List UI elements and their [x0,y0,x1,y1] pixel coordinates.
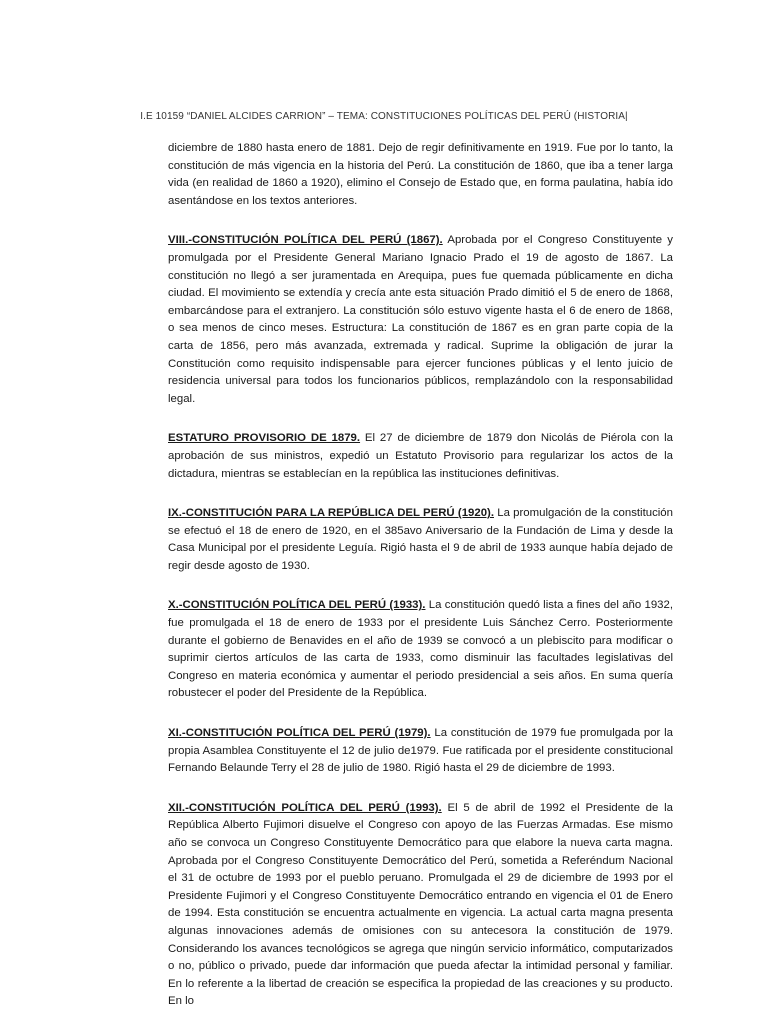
section-text: El 5 de abril de 1992 el Presidente de la República Alberto Fujimori disuelve el Congreso con apoyo de las Fuerzas Armadas. Ese mismo año se convoca un Congreso Constituyente Democrático para que elabore la nueva carta magna. Aprobada por el Congreso Constituyente Democrático del Perú, sometida a Referéndum Nacional el 31 de octubre de 1993 por el pueblo peruano. Promulgada el 29 de diciembre de 1993 por el Presidente Fujimori y el Congreso Constituyente Democrático entrando en vigencia el 01 de Enero de 1994. Esta constitución se encuentra actualmente en vigencia. La actual carta magna presenta algunas innovaciones además de omisiones con su antecesora la constitución de 1979. Considerando los avances tecnológicos se agrega que ningún servicio informático, computarizados o no, público o privado, puede dar información que pueda afectar la intimidad personal y familiar. En lo referente a la libertad de creación se especifica la propiedad de las creaciones y su producto. En lo [168,801,673,1008]
section-text: El 27 de diciembre de 1879 don Nicolás de Piérola con la aprobación de sus ministros, expedió un Estatuto Provisorio para regularizar los actos de la dictadura, mientras se establecían en la república las instituciones definitivas. [168,432,673,480]
section-1933 [168,597,673,703]
section-1920 [168,505,673,575]
intro-text: diciembre de 1880 hasta enero de 1881. Dejo de regir definitivamente en 1919. Fue por lo tanto, la constitución de más vigencia en la historia del Perú. La constitución de 1860, que iba a tener larga vida (en realidad de 1860 a 1920), elimino el Consejo de Estado que, en forma paulatina, había ido asentándose en los textos anteriores. [168,142,673,207]
section-heading: XII.-CONSTITUCIÓN POLÍTICA DEL PERÚ (1993). [168,801,442,814]
section-text: Aprobada por el Congreso Constituyente y promulgada por el Presidente General Mariano Ignacio Prado el 19 de agosto de 1867. La constitución no llegó a ser juramentada en Arequipa, pues fue quemada públicamente en dicha ciudad. El movimiento se extendía y crecía ante esta situación Prado dimitió el 5 de enero de 1868, embarcándose para el extranjero. La constitución sólo estuvo vigente hasta el 6 de enero de 1868, o sea menos de cinco meses. Estructura: La constitución de 1867 es en gran parte copia de la carta de 1856, pero más avanzada, extremada y radical. Suprime la obligación de jurar la Constitución como requisito indispensable para ejercer funciones públicas y el lento juicio de residencia universal para todos los funcionarios públicos, remplazándolo con la responsabilidad legal. [168,234,673,405]
section-heading: ESTATURO PROVISORIO DE 1879. [168,432,361,445]
section-text: La promulgación de la constitución se efectuó el 18 de enero de 1920, en el 385avo Aniversario de la Fundación de Lima y desde la Casa Municipal por el presidente Leguía. Rigió hasta el 9 de abril de 1933 aunque había dejado de regir desde agosto de 1930. [168,507,673,572]
section-1979 [168,725,673,778]
section-heading: VIII.-CONSTITUCIÓN POLÍTICA DEL PERÚ (1867). [168,234,443,247]
section-heading: XI.-CONSTITUCIÓN POLÍTICA DEL PERÚ (1979). [168,727,431,740]
page-header: I.E 10159 “DANIEL ALCIDES CARRION” – TEMA: CONSTITUCIONES POLÍTICAS DEL PERÚ (HISTORIA| [140,111,628,122]
section-1867 [168,232,673,408]
intro-paragraph [168,140,673,210]
section-1993 [168,800,673,1011]
section-heading: X.-CONSTITUCIÓN POLÍTICA DEL PERÚ (1933). [168,599,426,612]
section-text: La constitución quedó lista a fines del año 1932, fue promulgada el 18 de enero de 1933 por el presidente Luis Sánchez Cerro. Posteriormente durante el gobierno de Benavides en el año de 1939 se convocó a un plebiscito para modificar o suprimir ciertos artículos de las carta de 1933, como disminuir las facultades legislativas del Congreso en materia económica y aumentar el periodo presidencial a seis años. En suma quería robustecer el poder del Presidente de la República. [168,599,673,700]
document-body [168,140,673,1011]
section-1879 [168,430,673,483]
section-heading: IX.-CONSTITUCIÓN PARA LA REPÚBLICA DEL PERÚ (1920). [168,507,494,520]
section-text: La constitución de 1979 fue promulgada por la propia Asamblea Constituyente el 12 de julio de1979. Fue ratificada por el presidente constitucional Fernando Belaunde Terry el 28 de julio de 1980. Rigió hasta el 29 de diciembre de 1993. [168,727,673,775]
